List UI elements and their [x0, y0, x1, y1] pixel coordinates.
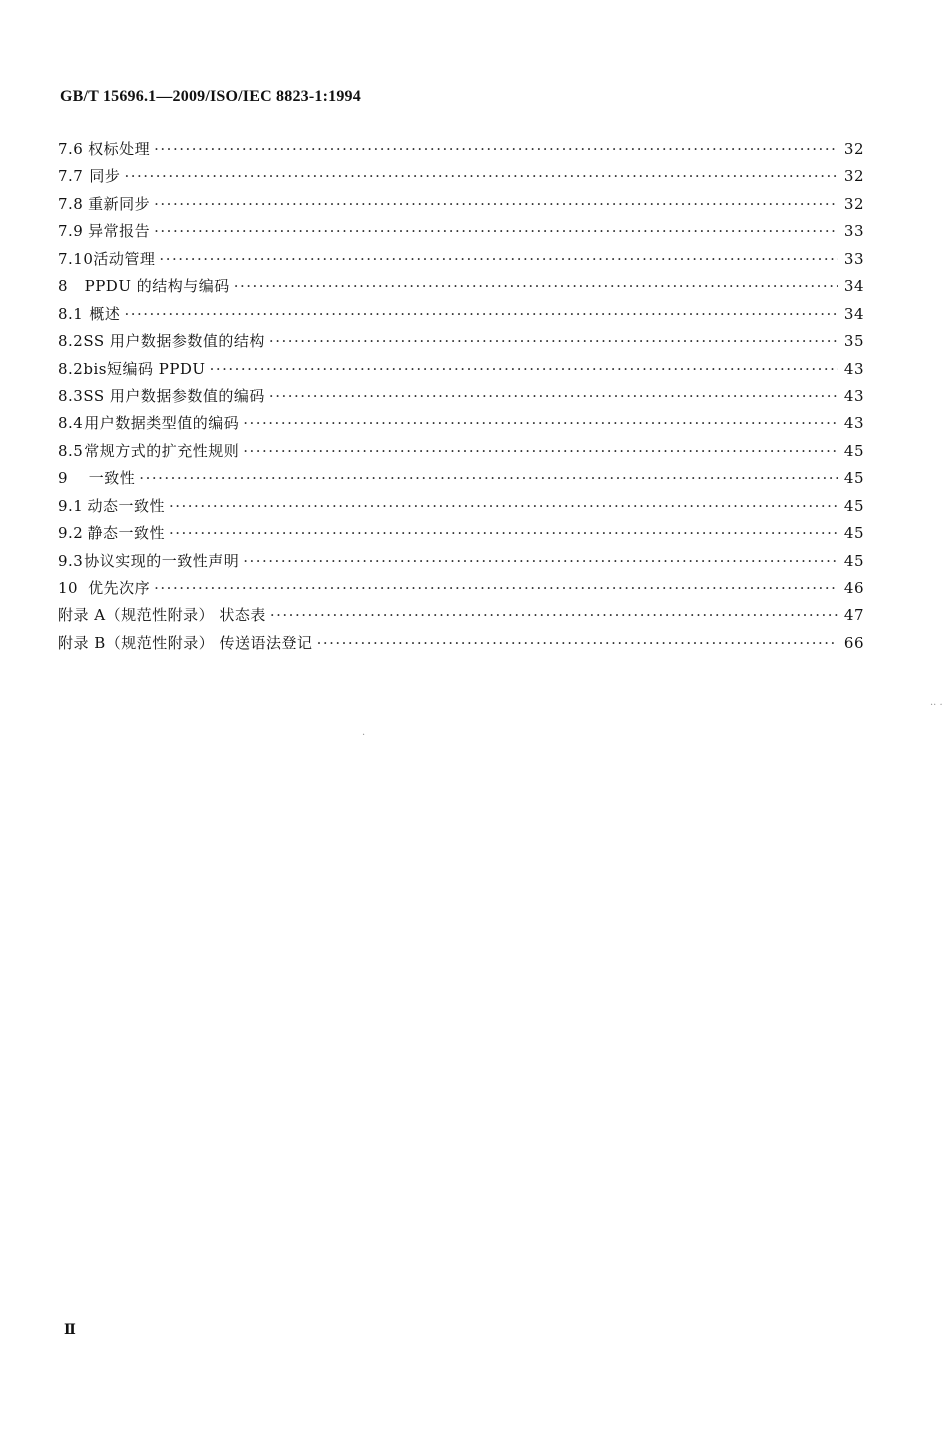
- toc-entry: [58, 575, 864, 602]
- toc-entry-number: 8: [58, 277, 69, 296]
- toc-entry: [58, 328, 864, 355]
- toc-entry-title: SS 用户数据参数值的结构: [83, 332, 265, 351]
- toc-entry-title: SS 用户数据参数值的编码: [83, 386, 265, 405]
- toc-leader-dots: [234, 273, 838, 300]
- toc-leader-dots: [154, 218, 838, 245]
- toc-entry-title: 常规方式的扩充性规则: [84, 441, 240, 460]
- toc-entry-title: 活动管理: [93, 249, 156, 268]
- toc-entry-title: 协议实现的一致性声明: [84, 551, 240, 570]
- toc-entry: [58, 191, 864, 218]
- toc-entry-page: 47: [843, 606, 864, 625]
- toc-entry-page: 35: [843, 332, 864, 351]
- scan-speck: ·· ·: [930, 700, 943, 711]
- toc-entry-number: 8.5: [58, 441, 84, 460]
- toc-entry: [58, 520, 864, 547]
- toc-entry-title: 短编码 PPDU: [106, 359, 206, 378]
- toc-leader-dots: [243, 438, 838, 465]
- toc-entry: [58, 136, 864, 163]
- toc-entry-page: 43: [843, 414, 864, 433]
- toc-entry-page: 66: [843, 633, 864, 652]
- toc-entry-number: 9: [58, 469, 69, 488]
- toc-entry-page: 33: [843, 249, 864, 268]
- toc-leader-dots: [154, 575, 838, 602]
- toc-leader-dots: [169, 493, 838, 520]
- toc-leader-dots: [243, 410, 838, 437]
- toc-entry: [58, 246, 864, 273]
- scan-speck: ·: [362, 730, 366, 741]
- toc-entry-page: 32: [843, 194, 864, 213]
- toc-entry-page: 45: [843, 441, 864, 460]
- toc-entry: [58, 218, 864, 245]
- toc-entry-page: 33: [843, 222, 864, 241]
- toc-entry: [58, 465, 864, 492]
- toc-leader-dots: [154, 191, 838, 218]
- toc-entry: [58, 273, 864, 300]
- toc-entry-page: 34: [843, 277, 864, 296]
- toc-leader-dots: [243, 548, 838, 575]
- toc-leader-dots: [269, 328, 838, 355]
- toc-entry-title: 附录 B（规范性附录） 传送语法登记: [58, 633, 313, 652]
- toc-leader-dots: [270, 602, 838, 629]
- toc-entry-number: 7.10: [58, 249, 94, 268]
- toc-entry-page: 32: [843, 167, 864, 186]
- toc-leader-dots: [139, 465, 838, 492]
- toc-entry: [58, 602, 864, 629]
- toc-entry-number: 9.2: [58, 524, 84, 543]
- toc-entry-number: 8.4: [58, 414, 84, 433]
- toc-entry-page: 45: [843, 496, 864, 515]
- toc-entry-page: 34: [843, 304, 864, 323]
- toc-entry-number: 9.3: [58, 551, 84, 570]
- toc-entry-title: 同步: [89, 167, 121, 186]
- toc-entry: [58, 438, 864, 465]
- page-number: Ⅱ: [64, 1323, 76, 1338]
- toc-entry-title: 权标处理: [88, 140, 151, 158]
- toc-entry: [58, 548, 864, 575]
- toc-entry-page: 46: [843, 579, 864, 597]
- toc-entry-number: 8.3: [58, 386, 84, 405]
- toc-entry-title: 异常报告: [88, 222, 151, 241]
- toc-leader-dots: [269, 383, 838, 410]
- toc-entry-title: 优先次序: [88, 579, 151, 597]
- toc-leader-dots: [124, 301, 838, 328]
- toc-entry-number: 8.1: [58, 304, 84, 323]
- toc-entry-title: 重新同步: [88, 194, 151, 213]
- toc-entry-title: 用户数据类型值的编码: [84, 414, 240, 433]
- toc-entry-page: 45: [843, 469, 864, 488]
- toc-entry-title: 静态一致性: [87, 524, 165, 543]
- toc-entry-page: 32: [843, 140, 864, 158]
- toc-entry: [58, 301, 864, 328]
- toc-entry-number: 7.8: [58, 194, 84, 213]
- toc-entry: [58, 163, 864, 190]
- toc-leader-dots: [159, 246, 838, 273]
- toc-entry: [58, 630, 864, 657]
- toc-entry-page: 43: [843, 386, 864, 405]
- toc-leader-dots: [154, 136, 838, 163]
- toc-leader-dots: [169, 520, 838, 547]
- document-header: GB/T 15696.1—2009/ISO/IEC 8823-1:1994: [60, 88, 361, 105]
- toc-entry-number: 7.9: [58, 222, 84, 241]
- toc-entry-title: 附录 A（规范性附录） 状态表: [58, 606, 266, 625]
- toc-entry: [58, 356, 864, 383]
- toc-entry-number: 8.2bis: [58, 359, 107, 378]
- toc-entry-title: PPDU 的结构与编码: [84, 277, 230, 296]
- toc-entry-number: 9.1: [58, 496, 84, 515]
- toc-entry-page: 45: [843, 524, 864, 543]
- toc-entry-number: 8.2: [58, 332, 84, 351]
- table-of-contents: [58, 136, 864, 657]
- toc-leader-dots: [124, 163, 838, 190]
- toc-leader-dots: [317, 630, 838, 657]
- toc-entry-number: 10: [58, 579, 79, 597]
- toc-entry-page: 45: [843, 551, 864, 570]
- toc-entry-number: 7.6: [58, 140, 84, 158]
- toc-entry-title: 概述: [89, 304, 121, 323]
- toc-entry-title: 动态一致性: [87, 496, 165, 515]
- toc-entry-title: 一致性: [88, 469, 136, 488]
- toc-entry: [58, 383, 864, 410]
- toc-entry-number: 7.7: [58, 167, 84, 186]
- toc-entry-page: 43: [843, 359, 864, 378]
- toc-leader-dots: [210, 356, 838, 383]
- toc-entry: [58, 410, 864, 437]
- toc-entry: [58, 493, 864, 520]
